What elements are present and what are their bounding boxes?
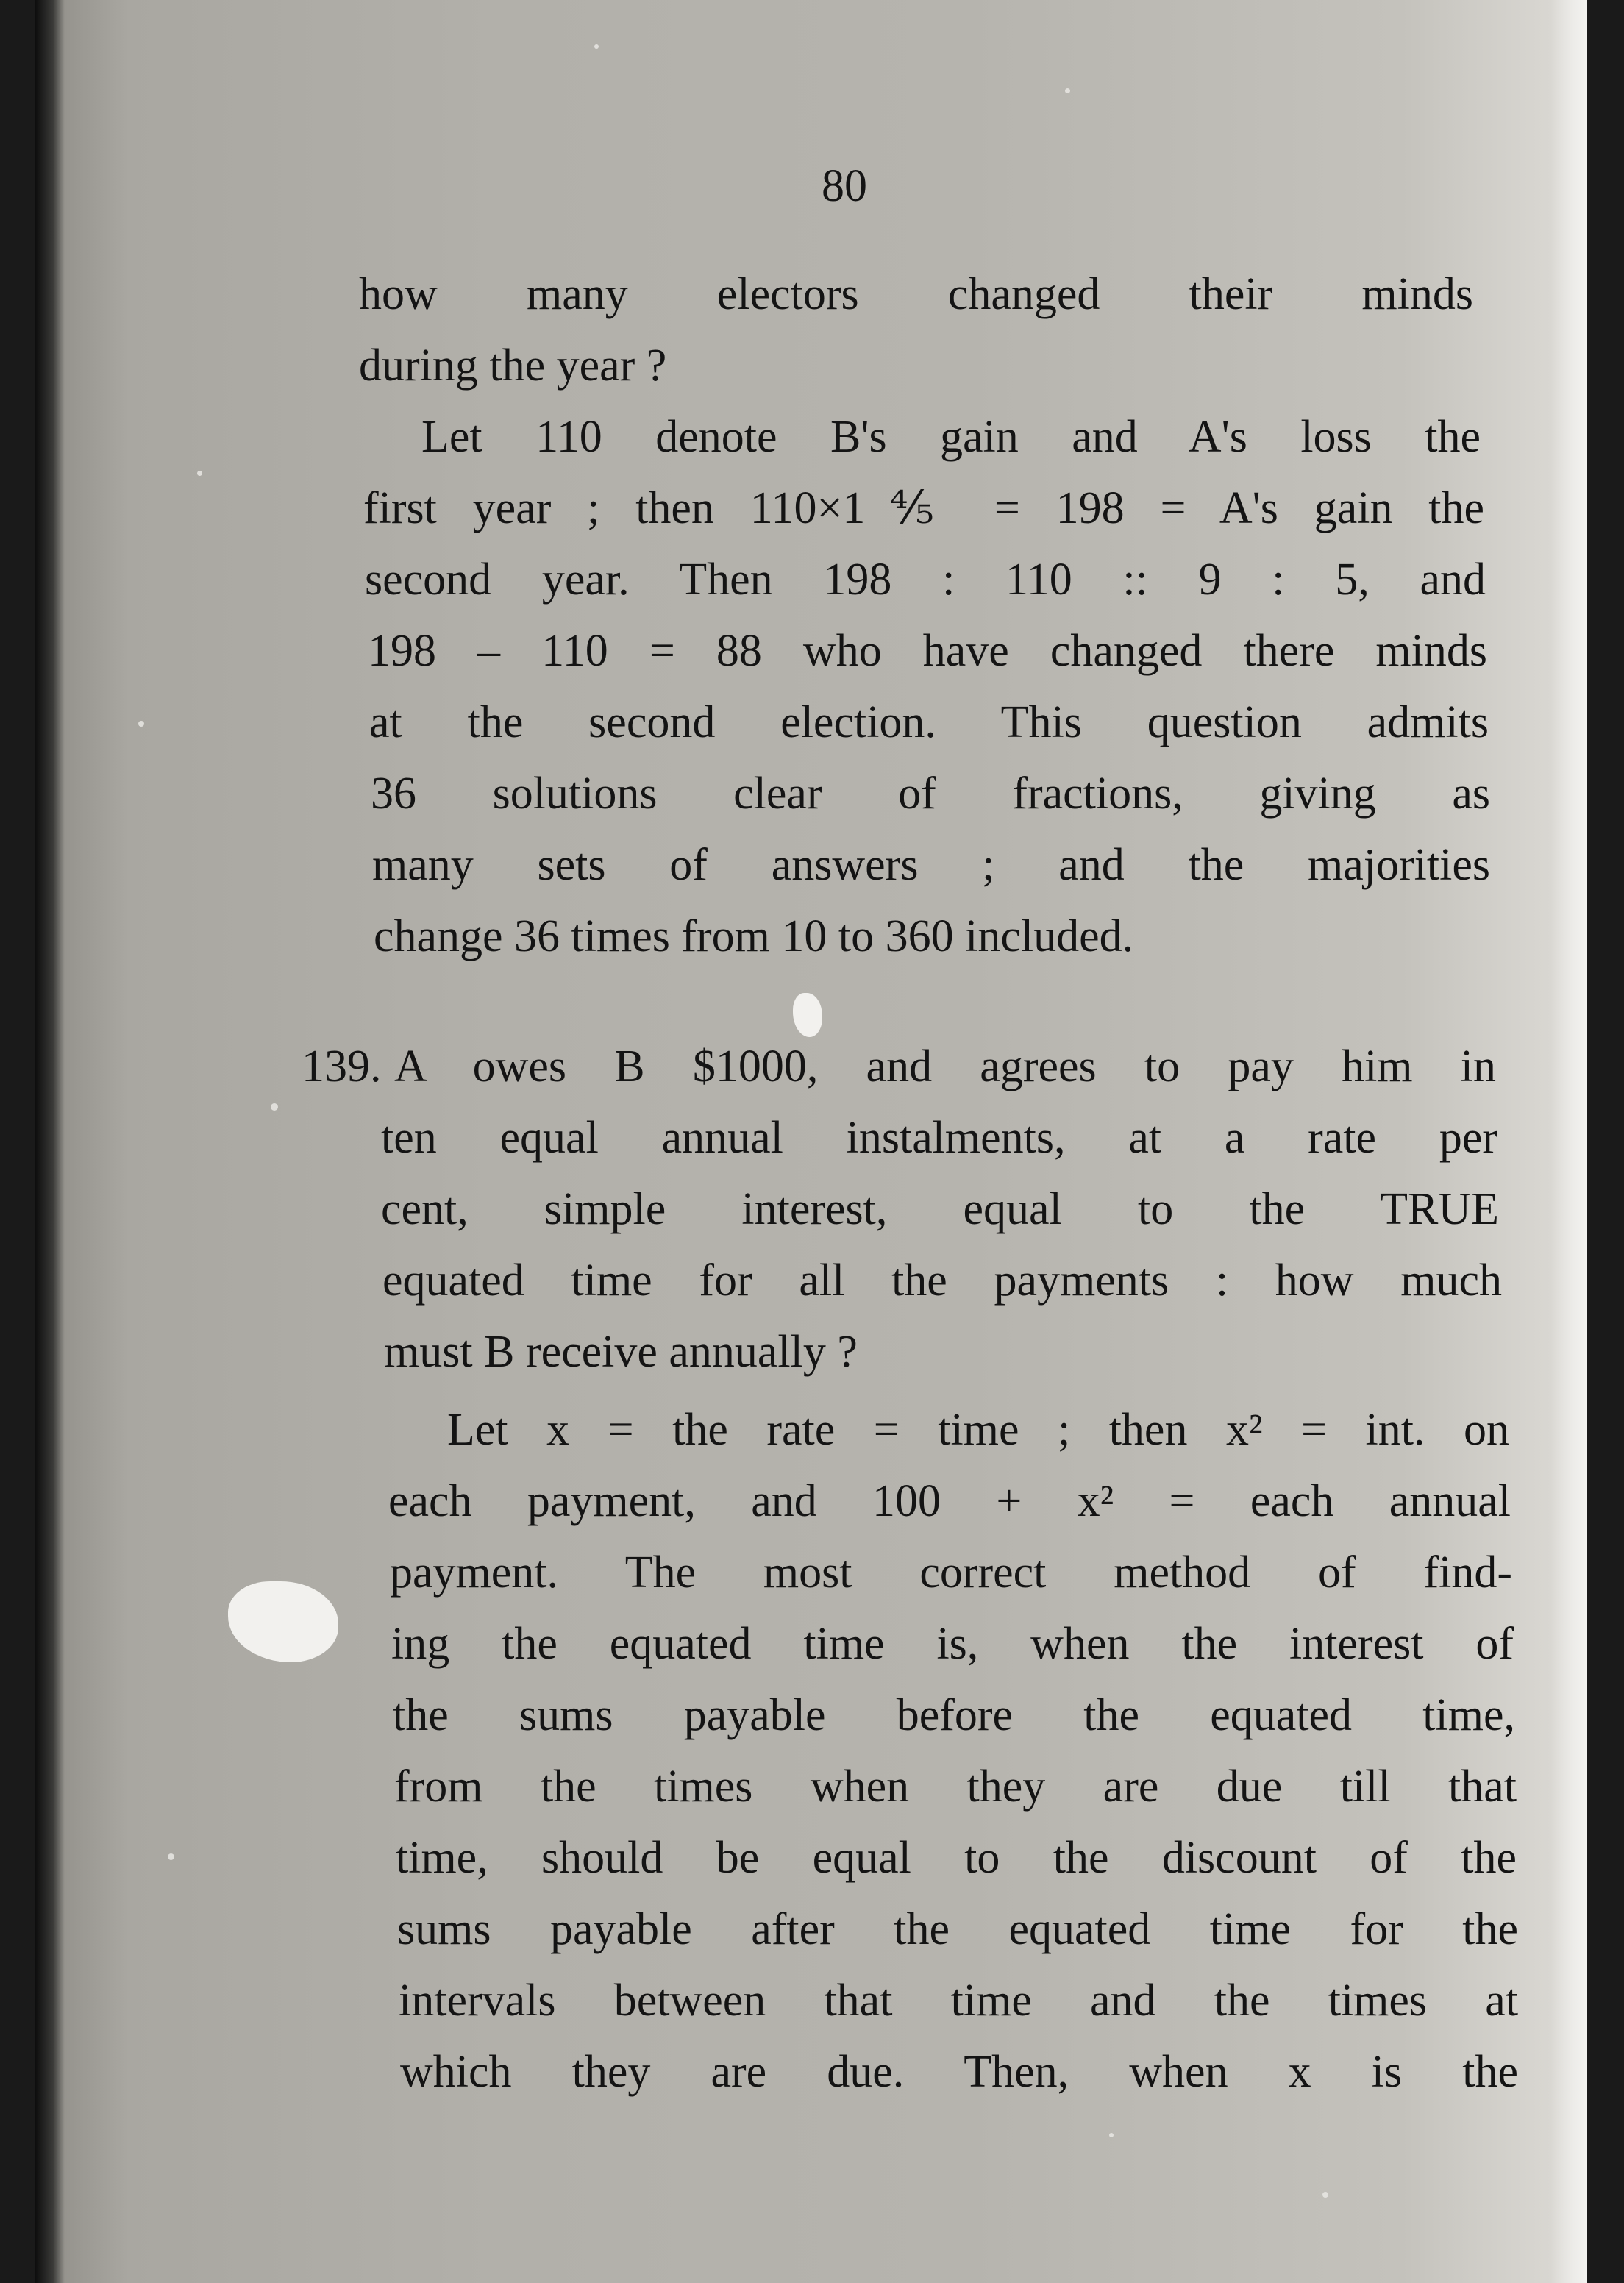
page-number: 80 [822, 161, 867, 211]
text-line: time, should be equal to the discount of the [396, 1833, 1517, 1883]
text-line: each payment, and 100 + x² = each annual [388, 1476, 1511, 1526]
page-edge [1550, 0, 1587, 2283]
text-line: from the times when they are due till that [394, 1762, 1517, 1812]
text-line: payment. The most correct method of find- [390, 1547, 1512, 1598]
paper-speck [168, 1853, 174, 1860]
text-line: sums payable after the equated time for the [397, 1904, 1518, 1954]
text-line: second year. Then 198 : 110 :: 9 : 5, and [365, 555, 1486, 605]
text-line: how many electors changed their minds [359, 269, 1473, 319]
text-line: intervals between that time and the times at [399, 1976, 1518, 2026]
paper-speck [138, 721, 144, 727]
paper-speck [197, 471, 202, 476]
paper-blot [228, 1581, 338, 1662]
text-line: first year ; then 110×1⅘ = 198 = A's gain the [363, 483, 1484, 533]
text-line: equated time for all the payments : how much [382, 1256, 1502, 1306]
paper-speck [594, 44, 599, 49]
text-line: change 36 times from 10 to 360 included. [374, 911, 1134, 961]
text-line: A owes B $1000, and agrees to pay him in [394, 1041, 1496, 1091]
paper-speck [1109, 2133, 1114, 2137]
problem-number: 139. [302, 1041, 382, 1091]
text-line: Let x = the rate = time ; then x² = int. on [447, 1405, 1509, 1455]
text-line: ing the equated time is, when the interest of [391, 1619, 1514, 1669]
binding-shadow [35, 0, 65, 2283]
text-line: which they are due. Then, when x is the [400, 2047, 1518, 2097]
text-line: at the second election. This question admits [369, 697, 1489, 747]
book-page [35, 0, 1587, 2283]
text-line: must B receive annually ? [384, 1327, 858, 1377]
text-line: ten equal annual instalments, at a rate per [381, 1113, 1497, 1163]
text-line: 198 – 110 = 88 who have changed there minds [368, 626, 1487, 676]
text-line: Let 110 denote B's gain and A's loss the [421, 412, 1481, 462]
text-line: cent, simple interest, equal to the TRUE [381, 1184, 1499, 1234]
text-line: during the year ? [359, 341, 667, 391]
paper-blot [793, 993, 822, 1037]
paper-speck [271, 1103, 278, 1111]
text-line: many sets of answers ; and the majorities [372, 840, 1490, 890]
paper-speck [1322, 2192, 1328, 2198]
text-line: 36 solutions clear of fractions, giving as [371, 769, 1490, 819]
text-line: the sums payable before the equated time, [393, 1690, 1515, 1740]
paper-speck [1065, 88, 1070, 93]
